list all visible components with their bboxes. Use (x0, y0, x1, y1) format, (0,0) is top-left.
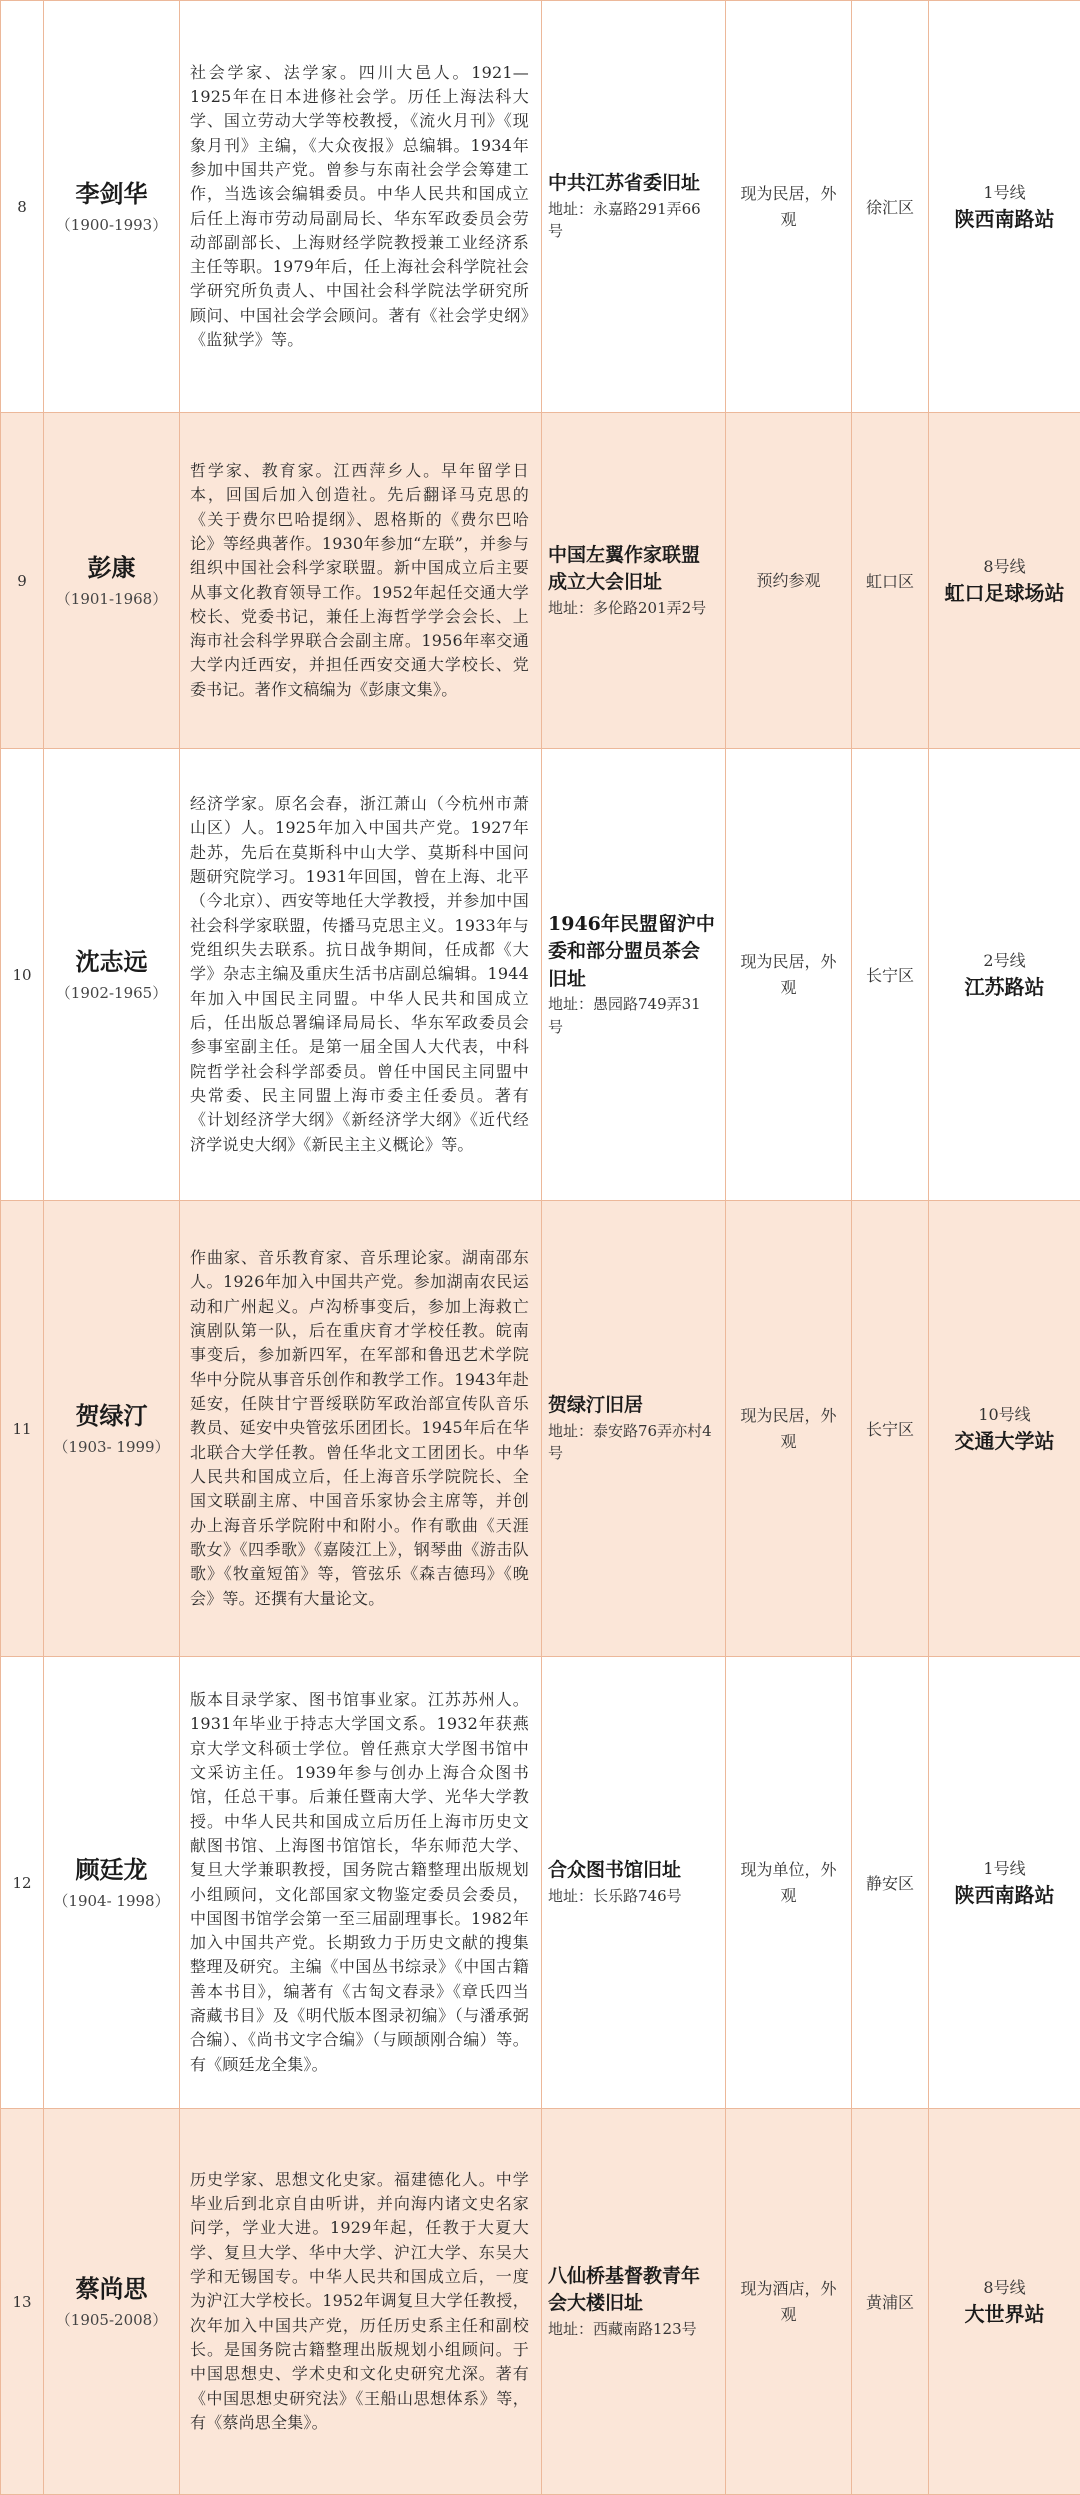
table-row (1, 1201, 1080, 1657)
site-cell (542, 2109, 726, 2495)
metro-station: 陕西南路站 (930, 205, 1079, 233)
metro-cell (929, 1, 1080, 413)
metro-line: 1号线 (930, 1857, 1079, 1881)
person-cell (44, 413, 180, 749)
person-name: 蔡尚思 (45, 2273, 178, 2304)
table-row (1, 749, 1080, 1201)
row-index: 11 (1, 1201, 44, 1657)
district: 徐汇区 (852, 1, 929, 413)
person-bio: 经济学家。原名会春，浙江萧山（今杭州市萧山区）人。1925年加入中国共产党。1927年赴苏，先后在莫斯科中山大学、莫斯科中国问题研究院学习。1931年回国，曾在上海、北平（今北京）、西安等地任大学教授，并参加中国社会科学家联盟，传播马克思主义。1933年与党组织失去联系。抗日战争期间，任成都《大学》杂志主编及重庆生活书店副总编辑。1944年加入中国民主同盟。中华人民共和国成立后，任出版总署编译局局长、华东军政委员会参事室副主任。是第一届全国人大代表，中科院哲学社会科学部委员。曾任中国民主同盟中央常委、民主同盟上海市委主任委员。著有《计划经济学大纲》《新经济学大纲》《近代经济学说史大纲》《新民主主义概论》等。 (180, 749, 542, 1201)
person-years: （1901-1968） (45, 588, 178, 609)
district: 长宁区 (852, 749, 929, 1201)
site-address: 地址：长乐路746号 (548, 1885, 715, 1908)
metro-cell (929, 1201, 1080, 1657)
person-name: 李剑华 (45, 178, 178, 209)
site-cell (542, 1, 726, 413)
person-years: （1900-1993） (45, 214, 178, 235)
district: 黄浦区 (852, 2109, 929, 2495)
metro-line: 10号线 (930, 1403, 1079, 1427)
metro-station: 交通大学站 (930, 1427, 1079, 1455)
person-years: （1905-2008） (45, 2309, 178, 2330)
person-cell (44, 749, 180, 1201)
metro-station: 虹口足球场站 (930, 579, 1079, 607)
person-years: （1902-1965） (45, 982, 178, 1003)
visit-status: 现为民居，外观 (726, 1201, 852, 1657)
table-row (1, 1657, 1080, 2109)
site-cell (542, 413, 726, 749)
metro-station: 江苏路站 (930, 973, 1079, 1001)
person-name: 顾廷龙 (45, 1854, 178, 1885)
district: 静安区 (852, 1657, 929, 2109)
site-address: 地址：愚园路749弄31号 (548, 993, 715, 1038)
table-row (1, 413, 1080, 749)
person-cell (44, 1657, 180, 2109)
row-index: 10 (1, 749, 44, 1201)
table-row (1, 2109, 1080, 2495)
person-bio: 社会学家、法学家。四川大邑人。1921—1925年在日本进修社会学。历任上海法科大学、国立劳动大学等校教授，《流火月刊》《现象月刊》主编，《大众夜报》总编辑。1934年参加中国共产党。曾参与东南社会学会筹建工作，当选该会编辑委员。中华人民共和国成立后任上海市劳动局副局长、华东军政委员会劳动部副部长、上海财经学院教授兼工业经济系主任等职。1979年后，任上海社会科学院社会学研究所负责人、中国社会科学院法学研究所顾问、中国社会学会顾问。著有《社会学史纲》《监狱学》等。 (180, 1, 542, 413)
row-index: 9 (1, 413, 44, 749)
person-years: （1903- 1999） (45, 1436, 178, 1457)
site-name: 合众图书馆旧址 (548, 1857, 715, 1885)
visit-status: 现为单位，外观 (726, 1657, 852, 2109)
site-address: 地址：西藏南路123号 (548, 2318, 715, 2341)
row-index: 13 (1, 2109, 44, 2495)
site-name: 八仙桥基督教青年会大楼旧址 (548, 2263, 715, 2318)
site-address: 地址：泰安路76弄亦村4号 (548, 1420, 715, 1465)
visit-status: 预约参观 (726, 413, 852, 749)
site-name: 1946年民盟留沪中委和部分盟员茶会旧址 (548, 911, 715, 994)
table-row (1, 1, 1080, 413)
person-name: 贺绿汀 (45, 1400, 178, 1431)
metro-station: 大世界站 (930, 2300, 1079, 2328)
site-address: 地址：多伦路201弄2号 (548, 597, 715, 620)
metro-line: 8号线 (930, 2276, 1079, 2300)
person-bio: 哲学家、教育家。江西萍乡人。早年留学日本，回国后加入创造社。先后翻译马克思的《关于费尔巴哈提纲》、恩格斯的《费尔巴哈论》等经典著作。1930年参加“左联”，并参与组织中国社会科学家联盟。新中国成立后主要从事文化教育领导工作。1952年起任交通大学校长、党委书记，兼任上海哲学学会会长、上海市社会科学界联合会副主席。1956年率交通大学内迁西安，并担任西安交通大学校长、党委书记。著作文稿编为《彭康文集》。 (180, 413, 542, 749)
site-name: 中国左翼作家联盟成立大会旧址 (548, 542, 715, 597)
row-index: 8 (1, 1, 44, 413)
metro-cell (929, 2109, 1080, 2495)
visit-status: 现为民居，外观 (726, 1, 852, 413)
person-bio: 作曲家、音乐教育家、音乐理论家。湖南邵东人。1926年加入中国共产党。参加湖南农民运动和广州起义。卢沟桥事变后，参加上海救亡演剧队第一队，后在重庆育才学校任教。皖南事变后，参加新四军，在军部和鲁迅艺术学院华中分院从事音乐创作和教学工作。1943年赴延安，任陕甘宁晋绥联防军政治部宣传队音乐教员、延安中央管弦乐团团长。1945年后在华北联合大学任教。曾任华北文工团团长。中华人民共和国成立后，任上海音乐学院院长、全国文联副主席、中国音乐家协会主席等，并创办上海音乐学院附中和附小。作有歌曲《天涯歌女》《四季歌》《嘉陵江上》，钢琴曲《游击队歌》《牧童短笛》等，管弦乐《森吉德玛》《晚会》等。还撰有大量论文。 (180, 1201, 542, 1657)
site-cell (542, 1657, 726, 2109)
metro-station: 陕西南路站 (930, 1881, 1079, 1909)
site-cell (542, 749, 726, 1201)
person-name: 彭康 (45, 552, 178, 583)
metro-cell (929, 413, 1080, 749)
person-name: 沈志远 (45, 946, 178, 977)
person-cell (44, 2109, 180, 2495)
visit-status: 现为民居，外观 (726, 749, 852, 1201)
person-years: （1904- 1998） (45, 1890, 178, 1911)
metro-cell (929, 1657, 1080, 2109)
metro-cell (929, 749, 1080, 1201)
site-name: 贺绿汀旧居 (548, 1392, 715, 1420)
person-bio: 历史学家、思想文化史家。福建德化人。中学毕业后到北京自由听讲，并向海内诸文史名家问学，学业大进。1929年起，任教于大夏大学、复旦大学、华中大学、沪江大学、东吴大学和无锡国专。中华人民共和国成立后，一度为沪江大学校长。1952年调复旦大学任教授，次年加入中国共产党，历任历史系主任和副校长。是国务院古籍整理出版规划小组顾问。于中国思想史、学术史和文化史研究尤深。著有《中国思想史研究法》《王船山思想体系》等，有《蔡尚思全集》。 (180, 2109, 542, 2495)
metro-line: 8号线 (930, 555, 1079, 579)
district: 虹口区 (852, 413, 929, 749)
site-address: 地址：永嘉路291弄66号 (548, 198, 715, 243)
person-cell (44, 1201, 180, 1657)
visit-status: 现为酒店，外观 (726, 2109, 852, 2495)
person-bio: 版本目录学家、图书馆事业家。江苏苏州人。1931年毕业于持志大学国文系。1932年获燕京大学文科硕士学位。曾任燕京大学图书馆中文采访主任。1939年参与创办上海合众图书馆，任总干事。后兼任暨南大学、光华大学教授。中华人民共和国成立后历任上海市历史文献图书馆、上海图书馆馆长，华东师范大学、复旦大学兼职教授，国务院古籍整理出版规划小组顾问，文化部国家文物鉴定委员会委员，中国图书馆学会第一至三届副理事长。1982年加入中国共产党。长期致力于历史文献的搜集整理及研究。主编《中国丛书综录》《中国古籍善本书目》，编著有《古匋文舂录》《章氏四当斋藏书目》及《明代版本图录初编》（与潘承弼合编）、《尚书文字合编》（与顾颉刚合编）等。有《顾廷龙全集》。 (180, 1657, 542, 2109)
metro-line: 1号线 (930, 181, 1079, 205)
row-index: 12 (1, 1657, 44, 2109)
district: 长宁区 (852, 1201, 929, 1657)
site-cell (542, 1201, 726, 1657)
site-name: 中共江苏省委旧址 (548, 170, 715, 198)
metro-line: 2号线 (930, 949, 1079, 973)
person-cell (44, 1, 180, 413)
